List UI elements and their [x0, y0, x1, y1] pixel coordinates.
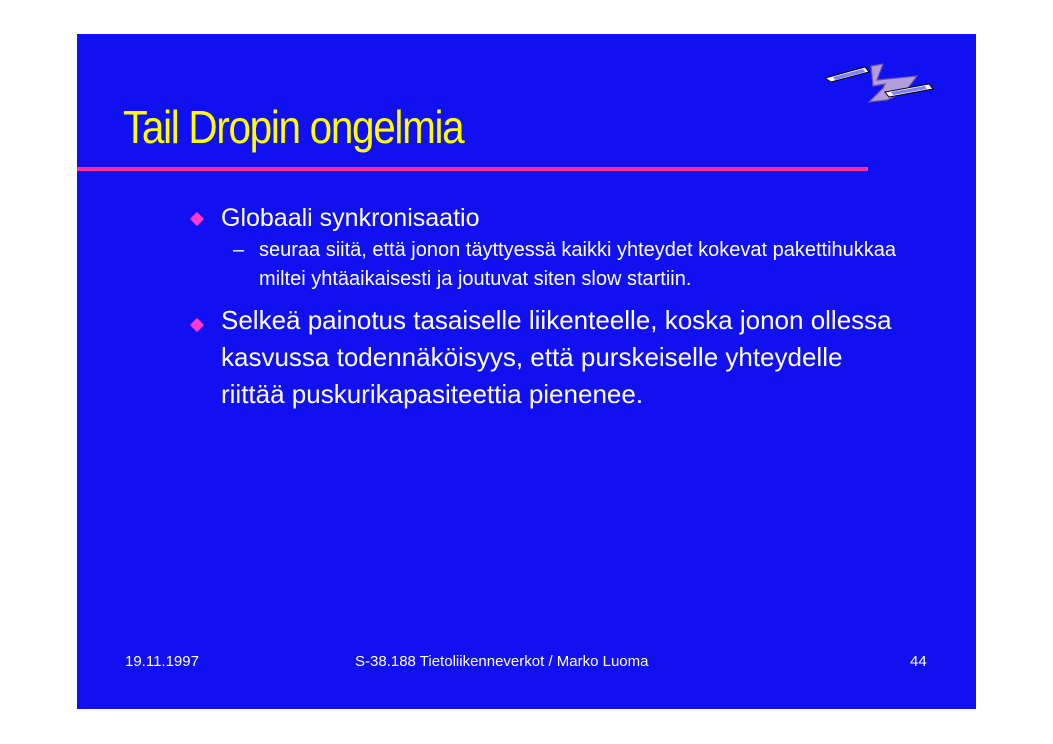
- lightning-bolt-logo-icon: [825, 62, 939, 106]
- footer-page-number: 44: [910, 653, 927, 670]
- slide: [77, 34, 976, 709]
- diamond-bullet-icon: [190, 318, 204, 332]
- footer-date: 19.11.1997: [125, 653, 199, 670]
- title-underline: [77, 167, 868, 171]
- sub-bullet-item: [189, 236, 909, 294]
- sub-bullet-text: seuraa siitä, että jonon täyttyessä kaikki yhteydet kokevat pakettihukkaa miltei yhtäaikaisesti ja joutuvat siten slow startiin.: [259, 239, 897, 290]
- bullet-text: Selkeä painotus tasaiselle liikenteelle, koska jonon ollessa kasvussa todennäköisyys, että purskeiselle yhteydelle riittää puskurikapasiteettia pienenee.: [221, 305, 892, 409]
- footer-course: S-38.188 Tietoliikenneverkot / Marko Luoma: [355, 653, 649, 670]
- bullet-text: Globaali synkronisaatio: [221, 204, 480, 232]
- bullet-item: [189, 202, 909, 234]
- dash-marker: –: [233, 239, 245, 261]
- diamond-bullet-icon: [190, 212, 204, 226]
- bullet-list: [189, 202, 909, 413]
- slide-title: Tail Dropin ongelmia: [123, 101, 464, 153]
- bullet-item: [189, 302, 909, 413]
